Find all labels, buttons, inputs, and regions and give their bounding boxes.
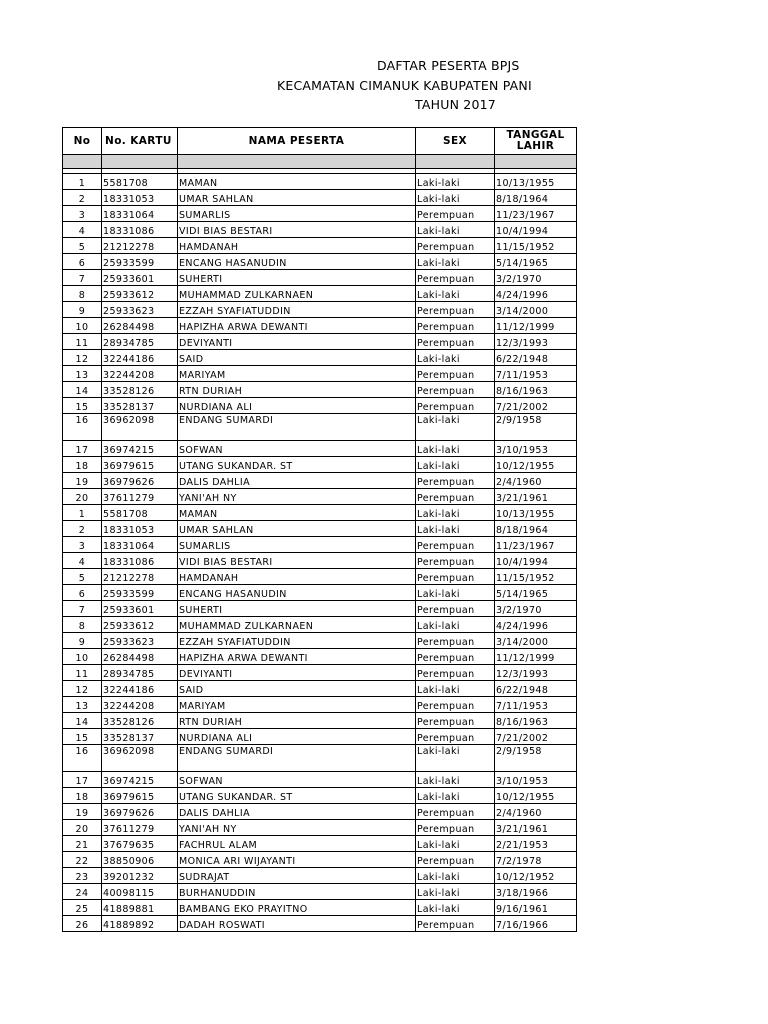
- participant-name-cell: DEVIYANTI: [178, 334, 416, 350]
- row-number-cell: 1: [63, 505, 102, 521]
- document-title: DAFTAR PESERTA BPJS: [377, 58, 520, 73]
- card-number-cell: 26284498: [102, 649, 178, 665]
- birth-date-cell: 6/22/1948: [495, 350, 577, 366]
- sex-cell: Perempuan: [416, 270, 495, 286]
- table-row: [63, 286, 577, 302]
- birth-date-header-line2: LAHIR: [516, 140, 555, 152]
- card-number-cell: 25933601: [102, 270, 178, 286]
- year-subtitle: TAHUN 2017: [415, 97, 496, 112]
- table-row: [63, 382, 577, 398]
- row-number-cell: 19: [63, 473, 102, 489]
- sex-cell: Perempuan: [416, 820, 495, 836]
- card-number-cell: 41889892: [102, 916, 178, 932]
- row-number-cell: 1: [63, 174, 102, 190]
- table-row: [63, 916, 577, 932]
- card-number-cell: 39201232: [102, 868, 178, 884]
- table-row: [63, 804, 577, 820]
- row-number-cell: 9: [63, 302, 102, 318]
- sex-cell: Perempuan: [416, 537, 495, 553]
- card-number-cell: 25933612: [102, 286, 178, 302]
- table-row: [63, 601, 577, 617]
- birth-date-cell: 3/21/1961: [495, 820, 577, 836]
- row-number-cell: 9: [63, 633, 102, 649]
- table-row: [63, 681, 577, 697]
- row-number-cell: 15: [63, 398, 102, 414]
- card-number-cell: 21212278: [102, 238, 178, 254]
- sex-cell: Laki-laki: [416, 884, 495, 900]
- table-row: [63, 489, 577, 505]
- row-number-cell: 20: [63, 489, 102, 505]
- sex-cell: Laki-laki: [416, 745, 495, 772]
- sex-cell: Laki-laki: [416, 617, 495, 633]
- participant-name-cell: ENDANG SUMARDI: [178, 745, 416, 772]
- birth-date-cell: 7/11/1953: [495, 366, 577, 382]
- row-number-cell: 22: [63, 852, 102, 868]
- birth-date-cell: 8/16/1963: [495, 713, 577, 729]
- sex-cell: Perempuan: [416, 633, 495, 649]
- row-number-cell: 19: [63, 804, 102, 820]
- sex-cell: Perempuan: [416, 366, 495, 382]
- row-number-cell: 3: [63, 206, 102, 222]
- district-subtitle: KECAMATAN CIMANUK KABUPATEN PANI: [277, 78, 532, 93]
- participant-name-cell: NURDIANA ALI: [178, 729, 416, 745]
- card-number-cell: 37611279: [102, 820, 178, 836]
- row-number-cell: 25: [63, 900, 102, 916]
- card-number-cell: 25933601: [102, 601, 178, 617]
- participant-name-cell: HAPIZHA ARWA DEWANTI: [178, 649, 416, 665]
- sex-cell: Perempuan: [416, 206, 495, 222]
- birth-date-cell: 10/12/1952: [495, 868, 577, 884]
- sex-cell: Perempuan: [416, 729, 495, 745]
- participant-name-cell: UMAR SAHLAN: [178, 190, 416, 206]
- participant-name-cell: ENCANG HASANUDIN: [178, 585, 416, 601]
- row-number-cell: 15: [63, 729, 102, 745]
- birth-date-cell: 3/2/1970: [495, 270, 577, 286]
- birth-date-cell: 5/14/1965: [495, 585, 577, 601]
- birth-date-cell: 8/16/1963: [495, 382, 577, 398]
- row-number-cell: 13: [63, 697, 102, 713]
- birth-date-cell: 10/13/1955: [495, 174, 577, 190]
- participant-name-cell: HAPIZHA ARWA DEWANTI: [178, 318, 416, 334]
- sex-cell: Perempuan: [416, 601, 495, 617]
- row-number-cell: 18: [63, 788, 102, 804]
- birth-date-cell: 3/21/1961: [495, 489, 577, 505]
- sex-cell: Laki-laki: [416, 350, 495, 366]
- table-row: [63, 190, 577, 206]
- participant-name-cell: BURHANUDDIN: [178, 884, 416, 900]
- card-number-cell: 32244208: [102, 366, 178, 382]
- sex-cell: Laki-laki: [416, 788, 495, 804]
- table-row: [63, 206, 577, 222]
- birth-date-cell: 10/4/1994: [495, 222, 577, 238]
- participant-name-cell: SUMARLIS: [178, 537, 416, 553]
- participant-name-cell: YANI'AH NY: [178, 820, 416, 836]
- table-header: [63, 128, 577, 174]
- card-number-cell: 36979615: [102, 788, 178, 804]
- participant-name-cell: NURDIANA ALI: [178, 398, 416, 414]
- table-row: [63, 633, 577, 649]
- participant-name-cell: EZZAH SYAFIATUDDIN: [178, 633, 416, 649]
- birth-date-cell: 7/16/1966: [495, 916, 577, 932]
- row-number-cell: 14: [63, 382, 102, 398]
- participant-name-cell: ENCANG HASANUDIN: [178, 254, 416, 270]
- participant-name-cell: RTN DURIAH: [178, 713, 416, 729]
- sex-cell: Laki-laki: [416, 868, 495, 884]
- sex-cell: Perempuan: [416, 804, 495, 820]
- table-row: [63, 772, 577, 788]
- participant-name-cell: DEVIYANTI: [178, 665, 416, 681]
- card-number-cell: 21212278: [102, 569, 178, 585]
- card-number-cell: 32244186: [102, 350, 178, 366]
- participant-name-cell: UMAR SAHLAN: [178, 521, 416, 537]
- row-number-cell: 5: [63, 569, 102, 585]
- participant-name-cell: SOFWAN: [178, 441, 416, 457]
- sex-cell: Perempuan: [416, 569, 495, 585]
- card-number-cell: 25933599: [102, 585, 178, 601]
- birth-date-cell: 11/23/1967: [495, 537, 577, 553]
- table-row: [63, 254, 577, 270]
- card-number-cell: 36962098: [102, 414, 178, 441]
- row-number-cell: 8: [63, 617, 102, 633]
- birth-date-cell: 3/2/1970: [495, 601, 577, 617]
- card-number-cell: 36974215: [102, 441, 178, 457]
- card-number-cell: 40098115: [102, 884, 178, 900]
- birth-date-cell: 3/14/2000: [495, 302, 577, 318]
- participant-name-cell: UTANG SUKANDAR. ST: [178, 788, 416, 804]
- sex-cell: Laki-laki: [416, 505, 495, 521]
- participant-name-cell: HAMDANAH: [178, 569, 416, 585]
- birth-date-cell: 2/9/1958: [495, 745, 577, 772]
- birth-date-cell: 11/23/1967: [495, 206, 577, 222]
- sex-cell: Perempuan: [416, 473, 495, 489]
- birth-date-cell: 10/13/1955: [495, 505, 577, 521]
- participant-name-cell: UTANG SUKANDAR. ST: [178, 457, 416, 473]
- card-number-cell: 36962098: [102, 745, 178, 772]
- sex-cell: Laki-laki: [416, 457, 495, 473]
- participant-name-cell: DALIS DAHLIA: [178, 473, 416, 489]
- table-row: [63, 745, 577, 772]
- participant-table: [62, 127, 577, 932]
- birth-date-cell: 4/24/1996: [495, 286, 577, 302]
- card-number-cell: 32244208: [102, 697, 178, 713]
- birth-date-cell: 10/12/1955: [495, 788, 577, 804]
- table-row: [63, 585, 577, 601]
- sex-cell: Laki-laki: [416, 174, 495, 190]
- participant-name-cell: SAID: [178, 681, 416, 697]
- column-header-sex: SEX: [416, 128, 495, 155]
- row-number-cell: 18: [63, 457, 102, 473]
- birth-date-cell: 10/12/1955: [495, 457, 577, 473]
- birth-date-cell: 8/18/1964: [495, 521, 577, 537]
- birth-date-cell: 11/12/1999: [495, 318, 577, 334]
- card-number-cell: 33528126: [102, 713, 178, 729]
- birth-date-cell: 3/10/1953: [495, 441, 577, 457]
- sex-cell: Laki-laki: [416, 190, 495, 206]
- birth-date-cell: 7/11/1953: [495, 697, 577, 713]
- row-number-cell: 4: [63, 553, 102, 569]
- participant-name-cell: SAID: [178, 350, 416, 366]
- participant-name-cell: SUDRAJAT: [178, 868, 416, 884]
- table-row: [63, 318, 577, 334]
- participant-name-cell: BAMBANG EKO PRAYITNO: [178, 900, 416, 916]
- sex-cell: Perempuan: [416, 697, 495, 713]
- row-number-cell: 2: [63, 521, 102, 537]
- card-number-cell: 36979626: [102, 804, 178, 820]
- row-number-cell: 26: [63, 916, 102, 932]
- card-number-cell: 18331053: [102, 190, 178, 206]
- table-row: [63, 457, 577, 473]
- participant-name-cell: YANI'AH NY: [178, 489, 416, 505]
- row-number-cell: 20: [63, 820, 102, 836]
- row-number-cell: 11: [63, 665, 102, 681]
- sex-cell: Perempuan: [416, 318, 495, 334]
- row-number-cell: 17: [63, 441, 102, 457]
- participant-name-cell: SUHERTI: [178, 270, 416, 286]
- table-row: [63, 366, 577, 382]
- birth-date-cell: 3/10/1953: [495, 772, 577, 788]
- table-row: [63, 302, 577, 318]
- card-number-cell: 37679635: [102, 836, 178, 852]
- table-row: [63, 334, 577, 350]
- sex-cell: Laki-laki: [416, 414, 495, 441]
- card-number-cell: 18331086: [102, 553, 178, 569]
- birth-date-cell: 7/21/2002: [495, 398, 577, 414]
- birth-date-cell: 5/14/1965: [495, 254, 577, 270]
- participant-name-cell: SOFWAN: [178, 772, 416, 788]
- row-number-cell: 13: [63, 366, 102, 382]
- card-number-cell: 25933599: [102, 254, 178, 270]
- birth-date-cell: 2/9/1958: [495, 414, 577, 441]
- row-number-cell: 8: [63, 286, 102, 302]
- card-number-cell: 32244186: [102, 681, 178, 697]
- card-number-cell: 28934785: [102, 665, 178, 681]
- sex-cell: Laki-laki: [416, 772, 495, 788]
- row-number-cell: 7: [63, 601, 102, 617]
- row-number-cell: 10: [63, 318, 102, 334]
- table-row: [63, 350, 577, 366]
- sex-cell: Perempuan: [416, 238, 495, 254]
- card-number-cell: 33528126: [102, 382, 178, 398]
- birth-date-cell: 11/15/1952: [495, 238, 577, 254]
- participant-name-cell: RTN DURIAH: [178, 382, 416, 398]
- birth-date-cell: 4/24/1996: [495, 617, 577, 633]
- table-row: [63, 713, 577, 729]
- row-number-cell: 3: [63, 537, 102, 553]
- row-number-cell: 10: [63, 649, 102, 665]
- row-number-cell: 6: [63, 254, 102, 270]
- card-number-cell: 25933623: [102, 633, 178, 649]
- table-row: [63, 521, 577, 537]
- row-number-cell: 23: [63, 868, 102, 884]
- table-row: [63, 836, 577, 852]
- row-number-cell: 5: [63, 238, 102, 254]
- column-header-birth-date: [495, 128, 577, 155]
- table-row: [63, 617, 577, 633]
- participant-name-cell: MARIYAM: [178, 366, 416, 382]
- card-number-cell: 26284498: [102, 318, 178, 334]
- birth-date-cell: 2/4/1960: [495, 473, 577, 489]
- sex-cell: Laki-laki: [416, 836, 495, 852]
- card-number-cell: 5581708: [102, 505, 178, 521]
- sex-cell: Perempuan: [416, 302, 495, 318]
- participant-name-cell: VIDI BIAS BESTARI: [178, 222, 416, 238]
- participant-name-cell: MUHAMMAD ZULKARNAEN: [178, 286, 416, 302]
- table-row: [63, 884, 577, 900]
- row-number-cell: 7: [63, 270, 102, 286]
- birth-date-header-line1: TANGGAL: [506, 129, 565, 141]
- row-number-cell: 16: [63, 414, 102, 441]
- row-number-cell: 24: [63, 884, 102, 900]
- birth-date-cell: 2/4/1960: [495, 804, 577, 820]
- birth-date-cell: 3/14/2000: [495, 633, 577, 649]
- sex-cell: Laki-laki: [416, 585, 495, 601]
- card-number-cell: 36974215: [102, 772, 178, 788]
- row-number-cell: 12: [63, 350, 102, 366]
- table-row: [63, 729, 577, 745]
- birth-date-cell: 12/3/1993: [495, 665, 577, 681]
- card-number-cell: 18331064: [102, 537, 178, 553]
- table-row: [63, 665, 577, 681]
- card-number-cell: 18331086: [102, 222, 178, 238]
- table-row: [63, 537, 577, 553]
- birth-date-cell: 6/22/1948: [495, 681, 577, 697]
- sex-cell: Perempuan: [416, 553, 495, 569]
- card-number-cell: 36979626: [102, 473, 178, 489]
- card-number-cell: 25933623: [102, 302, 178, 318]
- birth-date-cell: 11/12/1999: [495, 649, 577, 665]
- table-row: [63, 553, 577, 569]
- sex-cell: Perempuan: [416, 916, 495, 932]
- table-body: [63, 174, 577, 932]
- sex-cell: Laki-laki: [416, 222, 495, 238]
- column-header-no: No: [63, 128, 102, 155]
- participant-name-cell: HAMDANAH: [178, 238, 416, 254]
- participant-name-cell: MAMAN: [178, 174, 416, 190]
- sex-cell: Perempuan: [416, 489, 495, 505]
- birth-date-cell: 12/3/1993: [495, 334, 577, 350]
- sex-cell: Perempuan: [416, 665, 495, 681]
- table-row: [63, 174, 577, 190]
- birth-date-cell: 7/2/1978: [495, 852, 577, 868]
- header-shaded-band: [63, 155, 577, 169]
- card-number-cell: 41889881: [102, 900, 178, 916]
- birth-date-cell: 9/16/1961: [495, 900, 577, 916]
- table-row: [63, 788, 577, 804]
- table-row: [63, 900, 577, 916]
- table-row: [63, 852, 577, 868]
- row-number-cell: 4: [63, 222, 102, 238]
- row-number-cell: 17: [63, 772, 102, 788]
- card-number-cell: 33528137: [102, 729, 178, 745]
- table-row: [63, 238, 577, 254]
- card-number-cell: 37611279: [102, 489, 178, 505]
- participant-name-cell: MUHAMMAD ZULKARNAEN: [178, 617, 416, 633]
- table-row: [63, 441, 577, 457]
- sex-cell: Perempuan: [416, 382, 495, 398]
- participant-name-cell: VIDI BIAS BESTARI: [178, 553, 416, 569]
- table-row: [63, 398, 577, 414]
- row-number-cell: 21: [63, 836, 102, 852]
- participant-name-cell: MARIYAM: [178, 697, 416, 713]
- sex-cell: Laki-laki: [416, 254, 495, 270]
- card-number-cell: 5581708: [102, 174, 178, 190]
- sex-cell: Perempuan: [416, 398, 495, 414]
- birth-date-cell: 7/21/2002: [495, 729, 577, 745]
- participant-name-cell: MAMAN: [178, 505, 416, 521]
- card-number-cell: 25933612: [102, 617, 178, 633]
- sex-cell: Laki-laki: [416, 681, 495, 697]
- card-number-cell: 18331053: [102, 521, 178, 537]
- birth-date-cell: 10/4/1994: [495, 553, 577, 569]
- row-number-cell: 11: [63, 334, 102, 350]
- participant-name-cell: ENDANG SUMARDI: [178, 414, 416, 441]
- sex-cell: Perempuan: [416, 334, 495, 350]
- card-number-cell: 38850906: [102, 852, 178, 868]
- birth-date-cell: 11/15/1952: [495, 569, 577, 585]
- sex-cell: Laki-laki: [416, 286, 495, 302]
- sex-cell: Laki-laki: [416, 521, 495, 537]
- row-number-cell: 14: [63, 713, 102, 729]
- row-number-cell: 16: [63, 745, 102, 772]
- birth-date-cell: 2/21/1953: [495, 836, 577, 852]
- card-number-cell: 18331064: [102, 206, 178, 222]
- row-number-cell: 2: [63, 190, 102, 206]
- sex-cell: Perempuan: [416, 713, 495, 729]
- participant-name-cell: DALIS DAHLIA: [178, 804, 416, 820]
- table-row: [63, 473, 577, 489]
- birth-date-cell: 3/18/1966: [495, 884, 577, 900]
- table-row: [63, 222, 577, 238]
- table-row: [63, 270, 577, 286]
- table-row: [63, 414, 577, 441]
- participant-name-cell: FACHRUL ALAM: [178, 836, 416, 852]
- participant-name-cell: SUHERTI: [178, 601, 416, 617]
- row-number-cell: 6: [63, 585, 102, 601]
- participant-name-cell: MONICA ARI WIJAYANTI: [178, 852, 416, 868]
- card-number-cell: 36979615: [102, 457, 178, 473]
- table-row: [63, 820, 577, 836]
- sex-cell: Laki-laki: [416, 441, 495, 457]
- table-row: [63, 649, 577, 665]
- birth-date-cell: 8/18/1964: [495, 190, 577, 206]
- participant-name-cell: EZZAH SYAFIATUDDIN: [178, 302, 416, 318]
- card-number-cell: 33528137: [102, 398, 178, 414]
- participant-name-cell: DADAH ROSWATI: [178, 916, 416, 932]
- sex-cell: Laki-laki: [416, 900, 495, 916]
- table-row: [63, 505, 577, 521]
- participant-name-cell: SUMARLIS: [178, 206, 416, 222]
- table-row: [63, 569, 577, 585]
- card-number-cell: 28934785: [102, 334, 178, 350]
- table-row: [63, 697, 577, 713]
- row-number-cell: 12: [63, 681, 102, 697]
- column-header-participant-name: NAMA PESERTA: [178, 128, 416, 155]
- sex-cell: Perempuan: [416, 649, 495, 665]
- table-row: [63, 868, 577, 884]
- column-header-card-number: No. KARTU: [102, 128, 178, 155]
- sex-cell: Perempuan: [416, 852, 495, 868]
